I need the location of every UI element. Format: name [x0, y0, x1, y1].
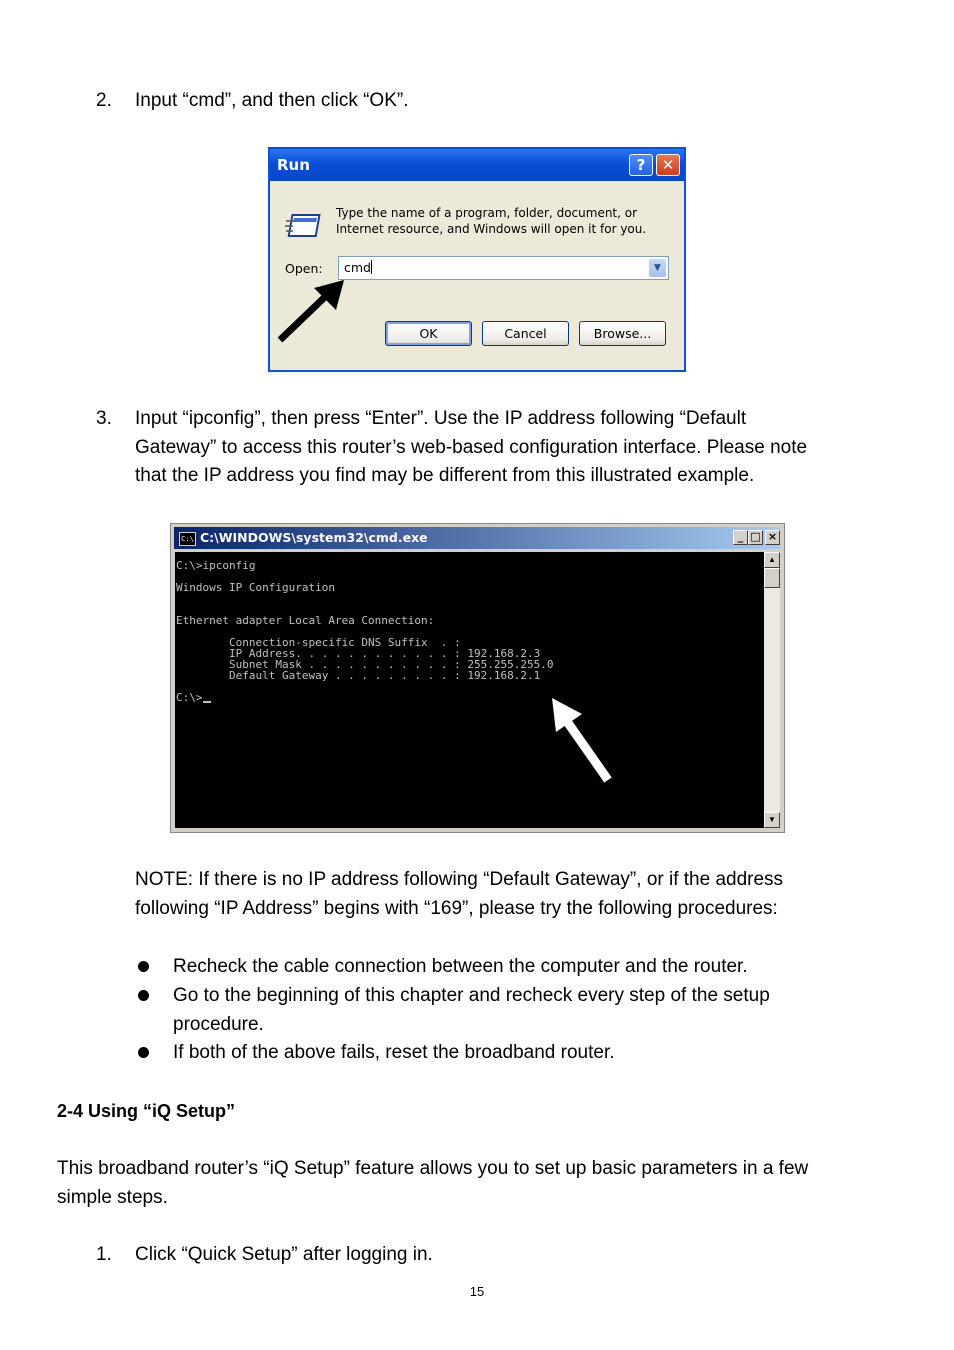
cancel-button[interactable]: Cancel: [482, 321, 569, 346]
intro-line: simple steps.: [57, 1186, 168, 1208]
description-line: Internet resource, and Windows will open it for you.: [336, 222, 647, 236]
run-program-icon: [285, 212, 323, 240]
bullet-icon: [138, 1047, 149, 1058]
step-text: [135, 405, 807, 491]
console-line: C:\>ipconfig: [176, 559, 256, 572]
console-cursor: [203, 701, 211, 703]
console-line: IP Address. . . . . . . . . . . . : 192.168.2.3: [176, 647, 541, 660]
minimize-button[interactable]: _: [733, 530, 748, 545]
open-input-value: cmd: [344, 260, 371, 275]
console-line: Windows IP Configuration: [176, 581, 335, 594]
browse-button[interactable]: Browse...: [579, 321, 666, 346]
scroll-thumb[interactable]: [764, 568, 780, 588]
arrow-pointer-icon: [546, 694, 616, 786]
bullet-item: If both of the above fails, reset the broadband router.: [173, 1042, 615, 1063]
step-text: Click “Quick Setup” after logging in.: [135, 1244, 433, 1265]
bullet-icon: [138, 961, 149, 972]
title-bar: [270, 149, 684, 181]
step-number: 3.: [96, 408, 112, 429]
window-title: C:\WINDOWS\system32\cmd.exe: [200, 530, 428, 545]
ok-button[interactable]: OK: [385, 321, 472, 346]
step-text-line: Input “ipconfig”, then press “Enter”. Use the IP address following “Default: [135, 408, 747, 429]
open-label: Open:: [285, 261, 323, 276]
cmd-window: [170, 523, 785, 833]
close-button[interactable]: ×: [765, 530, 780, 545]
console-text: [176, 560, 554, 703]
section-intro: [57, 1155, 808, 1212]
scroll-up-icon[interactable]: ▲: [764, 552, 780, 568]
console-output[interactable]: [175, 552, 764, 828]
console-icon: C:\: [179, 532, 196, 546]
title-bar: [174, 527, 780, 549]
scrollbar[interactable]: [764, 552, 780, 828]
console-line: Default Gateway . . . . . . . . . : 192.168.2.1: [176, 669, 541, 682]
note-text: [135, 866, 783, 923]
step-number: 2.: [96, 90, 112, 111]
page-number: 15: [469, 1284, 485, 1299]
console-line: Connection-specific DNS Suffix . :: [176, 636, 461, 649]
step-number: 1.: [96, 1244, 112, 1265]
console-line: C:\>: [176, 691, 203, 704]
note-line: NOTE: If there is no IP address following “Default Gateway”, or if the address: [135, 869, 784, 890]
step-text-line: that the IP address you find may be different from this illustrated example.: [135, 465, 755, 486]
bullet-line: procedure.: [173, 1013, 264, 1035]
bullet-item: [173, 982, 770, 1039]
console-line: Subnet Mask . . . . . . . . . . . : 255.255.255.0: [176, 658, 554, 671]
note-line: following “IP Address” begins with “169”, please try the following procedures:: [135, 897, 778, 919]
bullet-icon: [138, 990, 149, 1001]
console-line: Ethernet adapter Local Area Connection:: [176, 614, 435, 627]
dialog-description: [336, 205, 666, 237]
maximize-button[interactable]: □: [748, 530, 763, 545]
arrow-pointer-icon: [270, 276, 350, 348]
section-heading: 2-4 Using “iQ Setup”: [57, 1101, 236, 1121]
chevron-down-icon[interactable]: ▼: [649, 259, 666, 277]
step-text-line: Gateway” to access this router’s web-based configuration interface. Please note: [135, 436, 808, 458]
close-button[interactable]: ✕: [656, 154, 680, 176]
open-input[interactable]: [338, 256, 669, 280]
description-line: Type the name of a program, folder, document, or: [336, 206, 638, 220]
bullet-item: Recheck the cable connection between the computer and the router.: [173, 956, 748, 977]
help-button[interactable]: ?: [629, 154, 653, 176]
text-caret: [371, 260, 372, 274]
intro-line: This broadband router’s “iQ Setup” feature allows you to set up basic parameters in a few: [57, 1158, 809, 1179]
dialog-title: Run: [277, 156, 310, 174]
scroll-down-icon[interactable]: ▼: [764, 812, 780, 828]
step-text: Input “cmd”, and then click “OK”.: [135, 90, 409, 111]
bullet-line: Go to the beginning of this chapter and recheck every step of the setup: [173, 985, 770, 1006]
